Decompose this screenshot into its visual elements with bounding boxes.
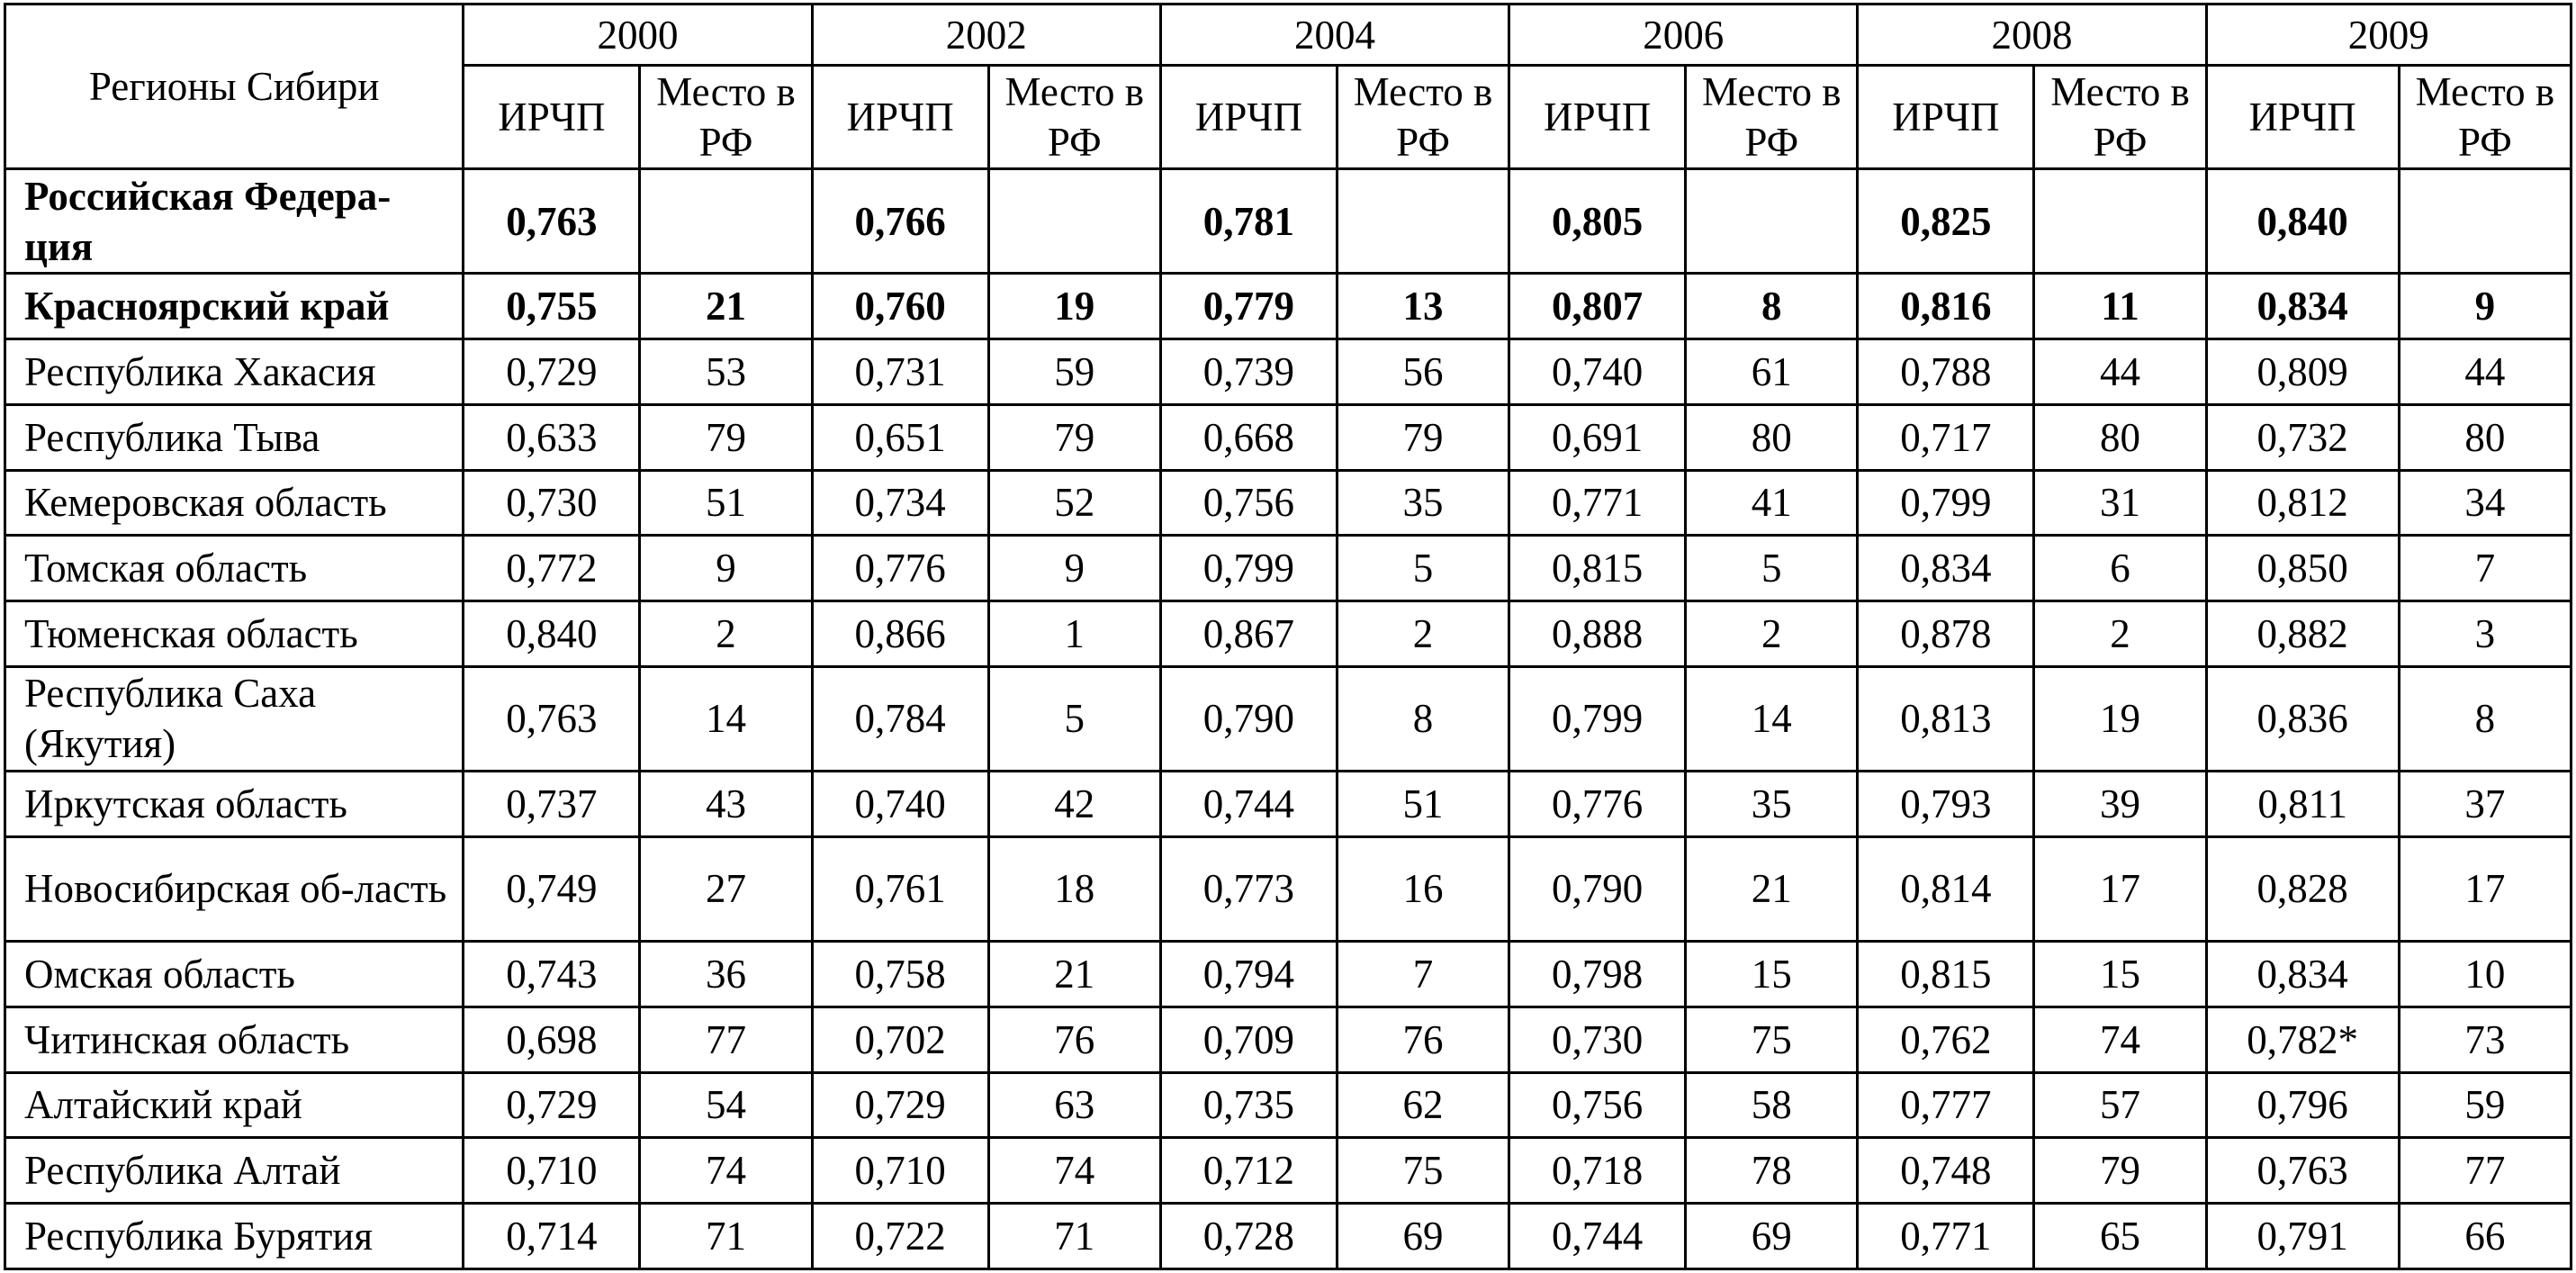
rank-value-cell: 73: [2399, 1007, 2571, 1072]
hdi-value-cell: 0,882: [2206, 601, 2399, 667]
header-row-years: [5, 5, 2571, 66]
rank-value-cell: 5: [988, 666, 1160, 771]
rank-value-cell: 44: [2034, 339, 2206, 405]
hdi-value-cell: 0,729: [812, 1072, 988, 1138]
hdi-value-cell: 0,734: [812, 470, 988, 536]
hdi-value-cell: 0,756: [1160, 470, 1337, 536]
rank-value-cell: 59: [2399, 1072, 2571, 1138]
table-row: [5, 601, 2571, 667]
rank-value-cell: 51: [1337, 772, 1509, 837]
hdi-value-cell: 0,790: [1509, 836, 1686, 941]
hdi-value-cell: 0,793: [1858, 772, 2034, 837]
rank-column-header: Место в РФ: [1686, 66, 1858, 169]
hdi-value-cell: 0,739: [1160, 339, 1337, 405]
hdi-value-cell: 0,732: [2206, 404, 2399, 470]
rank-value-cell: 79: [988, 404, 1160, 470]
rank-value-cell: 62: [1337, 1072, 1509, 1138]
hdi-value-cell: 0,729: [464, 1072, 640, 1138]
hdi-value-cell: 0,867: [1160, 601, 1337, 667]
hdi-value-cell: 0,712: [1160, 1138, 1337, 1204]
rank-value-cell: 17: [2399, 836, 2571, 941]
table-row: [5, 1204, 2571, 1269]
rank-value-cell: 80: [2034, 404, 2206, 470]
rank-value-cell: 51: [640, 470, 812, 536]
hdi-value-cell: 0,728: [1160, 1204, 1337, 1269]
hdi-value-cell: 0,730: [1509, 1007, 1686, 1072]
rank-value-cell: 59: [988, 339, 1160, 405]
rank-value-cell: [640, 169, 812, 274]
table-row: [5, 404, 2571, 470]
table-row: [5, 836, 2571, 941]
rank-value-cell: 36: [640, 942, 812, 1007]
rank-value-cell: 2: [2034, 601, 2206, 667]
hdi-value-cell: 0,762: [1858, 1007, 2034, 1072]
rank-value-cell: 8: [2399, 666, 2571, 771]
hdi-value-cell: 0,799: [1160, 536, 1337, 601]
hdi-value-cell: 0,760: [812, 274, 988, 339]
regions-hdi-table: [4, 3, 2572, 1270]
hdi-value-cell: 0,866: [812, 601, 988, 667]
region-name: Тюменская область: [5, 601, 464, 667]
hdi-value-cell: 0,796: [2206, 1072, 2399, 1138]
hdi-value-cell: 0,763: [2206, 1138, 2399, 1204]
rank-value-cell: 75: [1337, 1138, 1509, 1204]
hdi-value-cell: 0,730: [464, 470, 640, 536]
rank-value-cell: 27: [640, 836, 812, 941]
rank-value-cell: 21: [988, 942, 1160, 1007]
hdi-value-cell: 0,812: [2206, 470, 2399, 536]
rank-column-header: Место в РФ: [1337, 66, 1509, 169]
rank-value-cell: 8: [1337, 666, 1509, 771]
rank-value-cell: 3: [2399, 601, 2571, 667]
rank-column-header: Место в РФ: [988, 66, 1160, 169]
rank-value-cell: 19: [2034, 666, 2206, 771]
rank-value-cell: 34: [2399, 470, 2571, 536]
table-row: [5, 1007, 2571, 1072]
rank-value-cell: 74: [640, 1138, 812, 1204]
rank-value-cell: 43: [640, 772, 812, 837]
rank-value-cell: 9: [2399, 274, 2571, 339]
rank-value-cell: 65: [2034, 1204, 2206, 1269]
hdi-value-cell: 0,691: [1509, 404, 1686, 470]
year-header: 2006: [1509, 5, 1858, 66]
rank-value-cell: [1337, 169, 1509, 274]
hdi-value-cell: 0,722: [812, 1204, 988, 1269]
hdi-value-cell: 0,814: [1858, 836, 2034, 941]
hdi-value-cell: 0,834: [2206, 942, 2399, 1007]
hdi-value-cell: 0,799: [1858, 470, 2034, 536]
hdi-value-cell: 0,758: [812, 942, 988, 1007]
hdi-value-cell: 0,834: [1858, 536, 2034, 601]
rank-value-cell: 7: [1337, 942, 1509, 1007]
rank-value-cell: 2: [1686, 601, 1858, 667]
hdi-value-cell: 0,773: [1160, 836, 1337, 941]
hdi-value-cell: 0,743: [464, 942, 640, 1007]
table-row: [5, 274, 2571, 339]
rank-value-cell: [1686, 169, 1858, 274]
hdi-column-header: ИРЧП: [1160, 66, 1337, 169]
table-row: [5, 666, 2571, 771]
rank-value-cell: 16: [1337, 836, 1509, 941]
hdi-value-cell: 0,702: [812, 1007, 988, 1072]
rank-value-cell: 21: [640, 274, 812, 339]
rank-value-cell: 80: [1686, 404, 1858, 470]
rank-value-cell: 75: [1686, 1007, 1858, 1072]
rank-value-cell: 42: [988, 772, 1160, 837]
hdi-value-cell: 0,776: [812, 536, 988, 601]
rank-value-cell: 35: [1337, 470, 1509, 536]
hdi-value-cell: 0,828: [2206, 836, 2399, 941]
region-name: Красноярский край: [5, 274, 464, 339]
hdi-value-cell: 0,737: [464, 772, 640, 837]
rank-value-cell: 61: [1686, 339, 1858, 405]
rank-value-cell: 69: [1337, 1204, 1509, 1269]
rank-column-header: Место в РФ: [640, 66, 812, 169]
hdi-value-cell: 0,717: [1858, 404, 2034, 470]
rank-value-cell: 9: [988, 536, 1160, 601]
rank-value-cell: 66: [2399, 1204, 2571, 1269]
hdi-value-cell: 0,777: [1858, 1072, 2034, 1138]
hdi-value-cell: 0,718: [1509, 1138, 1686, 1204]
hdi-column-header: ИРЧП: [1858, 66, 2034, 169]
rank-value-cell: 15: [1686, 942, 1858, 1007]
hdi-value-cell: 0,744: [1509, 1204, 1686, 1269]
rank-value-cell: 2: [1337, 601, 1509, 667]
hdi-value-cell: 0,763: [464, 169, 640, 274]
region-name: Новосибирская об-ласть: [5, 836, 464, 941]
hdi-value-cell: 0,740: [812, 772, 988, 837]
rank-value-cell: 54: [640, 1072, 812, 1138]
table-row: [5, 942, 2571, 1007]
table-body: [5, 169, 2571, 1269]
hdi-value-cell: 0,888: [1509, 601, 1686, 667]
hdi-value-cell: 0,735: [1160, 1072, 1337, 1138]
hdi-value-cell: 0,633: [464, 404, 640, 470]
region-column-header: Регионы Сибири: [5, 5, 464, 169]
hdi-value-cell: 0,714: [464, 1204, 640, 1269]
rank-value-cell: 74: [988, 1138, 1160, 1204]
hdi-value-cell: 0,782*: [2206, 1007, 2399, 1072]
rank-value-cell: 11: [2034, 274, 2206, 339]
rank-value-cell: 78: [1686, 1138, 1858, 1204]
rank-value-cell: 79: [640, 404, 812, 470]
rank-value-cell: 39: [2034, 772, 2206, 837]
hdi-value-cell: 0,771: [1509, 470, 1686, 536]
hdi-value-cell: 0,744: [1160, 772, 1337, 837]
rank-value-cell: 2: [640, 601, 812, 667]
region-name: Иркутская область: [5, 772, 464, 837]
rank-value-cell: 44: [2399, 339, 2571, 405]
rank-value-cell: 7: [2399, 536, 2571, 601]
hdi-value-cell: 0,834: [2206, 274, 2399, 339]
hdi-value-cell: 0,709: [1160, 1007, 1337, 1072]
hdi-value-cell: 0,766: [812, 169, 988, 274]
region-name: Республика Саха (Якутия): [5, 666, 464, 771]
hdi-value-cell: 0,651: [812, 404, 988, 470]
region-name: Российская Федера-ция: [5, 169, 464, 274]
hdi-value-cell: 0,729: [464, 339, 640, 405]
hdi-value-cell: 0,791: [2206, 1204, 2399, 1269]
rank-value-cell: 41: [1686, 470, 1858, 536]
rank-value-cell: 18: [988, 836, 1160, 941]
hdi-value-cell: 0,756: [1509, 1072, 1686, 1138]
rank-column-header: Место в РФ: [2034, 66, 2206, 169]
hdi-column-header: ИРЧП: [2206, 66, 2399, 169]
hdi-column-header: ИРЧП: [812, 66, 988, 169]
rank-value-cell: 56: [1337, 339, 1509, 405]
year-header: 2002: [812, 5, 1160, 66]
hdi-value-cell: 0,840: [464, 601, 640, 667]
hdi-value-cell: 0,748: [1858, 1138, 2034, 1204]
hdi-value-cell: 0,668: [1160, 404, 1337, 470]
hdi-value-cell: 0,749: [464, 836, 640, 941]
hdi-value-cell: 0,840: [2206, 169, 2399, 274]
region-name: Кемеровская область: [5, 470, 464, 536]
rank-value-cell: 71: [640, 1204, 812, 1269]
rank-value-cell: 71: [988, 1204, 1160, 1269]
rank-value-cell: 19: [988, 274, 1160, 339]
hdi-value-cell: 0,698: [464, 1007, 640, 1072]
hdi-value-cell: 0,790: [1160, 666, 1337, 771]
year-header: 2008: [1858, 5, 2206, 66]
hdi-value-cell: 0,836: [2206, 666, 2399, 771]
year-header: 2000: [464, 5, 812, 66]
rank-value-cell: 79: [2034, 1138, 2206, 1204]
hdi-value-cell: 0,807: [1509, 274, 1686, 339]
rank-value-cell: 79: [1337, 404, 1509, 470]
rank-value-cell: 21: [1686, 836, 1858, 941]
rank-value-cell: 76: [1337, 1007, 1509, 1072]
region-name: Республика Хакасия: [5, 339, 464, 405]
hdi-value-cell: 0,813: [1858, 666, 2034, 771]
hdi-value-cell: 0,763: [464, 666, 640, 771]
rank-value-cell: [2399, 169, 2571, 274]
rank-value-cell: 8: [1686, 274, 1858, 339]
rank-value-cell: 35: [1686, 772, 1858, 837]
hdi-value-cell: 0,788: [1858, 339, 2034, 405]
rank-value-cell: 69: [1686, 1204, 1858, 1269]
rank-value-cell: 57: [2034, 1072, 2206, 1138]
hdi-column-header: ИРЧП: [464, 66, 640, 169]
hdi-column-header: ИРЧП: [1509, 66, 1686, 169]
year-header: 2004: [1160, 5, 1509, 66]
hdi-value-cell: 0,755: [464, 274, 640, 339]
rank-value-cell: 1: [988, 601, 1160, 667]
hdi-value-cell: 0,710: [464, 1138, 640, 1204]
table-row: [5, 536, 2571, 601]
rank-value-cell: 52: [988, 470, 1160, 536]
region-name: Томская область: [5, 536, 464, 601]
hdi-value-cell: 0,816: [1858, 274, 2034, 339]
year-header: 2009: [2206, 5, 2571, 66]
hdi-value-cell: 0,825: [1858, 169, 2034, 274]
table-row: [5, 1138, 2571, 1204]
rank-value-cell: 6: [2034, 536, 2206, 601]
hdi-value-cell: 0,798: [1509, 942, 1686, 1007]
rank-value-cell: 53: [640, 339, 812, 405]
table-row: [5, 169, 2571, 274]
table-row: [5, 1072, 2571, 1138]
hdi-value-cell: 0,878: [1858, 601, 2034, 667]
rank-value-cell: 63: [988, 1072, 1160, 1138]
region-name: Республика Алтай: [5, 1138, 464, 1204]
hdi-value-cell: 0,731: [812, 339, 988, 405]
rank-value-cell: 5: [1337, 536, 1509, 601]
region-name: Читинская область: [5, 1007, 464, 1072]
hdi-value-cell: 0,815: [1509, 536, 1686, 601]
hdi-value-cell: 0,771: [1858, 1204, 2034, 1269]
rank-value-cell: 77: [640, 1007, 812, 1072]
region-name: Республика Тыва: [5, 404, 464, 470]
rank-value-cell: 14: [1686, 666, 1858, 771]
hdi-value-cell: 0,811: [2206, 772, 2399, 837]
rank-value-cell: 77: [2399, 1138, 2571, 1204]
table-row: [5, 339, 2571, 405]
hdi-value-cell: 0,761: [812, 836, 988, 941]
rank-value-cell: 76: [988, 1007, 1160, 1072]
rank-value-cell: 74: [2034, 1007, 2206, 1072]
hdi-value-cell: 0,850: [2206, 536, 2399, 601]
rank-value-cell: 80: [2399, 404, 2571, 470]
rank-value-cell: 5: [1686, 536, 1858, 601]
rank-value-cell: 14: [640, 666, 812, 771]
rank-value-cell: [988, 169, 1160, 274]
hdi-value-cell: 0,772: [464, 536, 640, 601]
hdi-value-cell: 0,799: [1509, 666, 1686, 771]
rank-value-cell: 15: [2034, 942, 2206, 1007]
hdi-value-cell: 0,710: [812, 1138, 988, 1204]
hdi-value-cell: 0,815: [1858, 942, 2034, 1007]
region-name: Омская область: [5, 942, 464, 1007]
hdi-value-cell: 0,779: [1160, 274, 1337, 339]
rank-column-header: Место в РФ: [2399, 66, 2571, 169]
rank-value-cell: 58: [1686, 1072, 1858, 1138]
rank-value-cell: [2034, 169, 2206, 274]
table-row: [5, 772, 2571, 837]
rank-value-cell: 17: [2034, 836, 2206, 941]
region-name: Алтайский край: [5, 1072, 464, 1138]
hdi-value-cell: 0,784: [812, 666, 988, 771]
table-row: [5, 470, 2571, 536]
rank-value-cell: 9: [640, 536, 812, 601]
rank-value-cell: 31: [2034, 470, 2206, 536]
hdi-value-cell: 0,794: [1160, 942, 1337, 1007]
region-name: Республика Бурятия: [5, 1204, 464, 1269]
hdi-value-cell: 0,809: [2206, 339, 2399, 405]
hdi-value-cell: 0,740: [1509, 339, 1686, 405]
rank-value-cell: 13: [1337, 274, 1509, 339]
rank-value-cell: 10: [2399, 942, 2571, 1007]
rank-value-cell: 37: [2399, 772, 2571, 837]
hdi-value-cell: 0,776: [1509, 772, 1686, 837]
hdi-value-cell: 0,781: [1160, 169, 1337, 274]
hdi-value-cell: 0,805: [1509, 169, 1686, 274]
